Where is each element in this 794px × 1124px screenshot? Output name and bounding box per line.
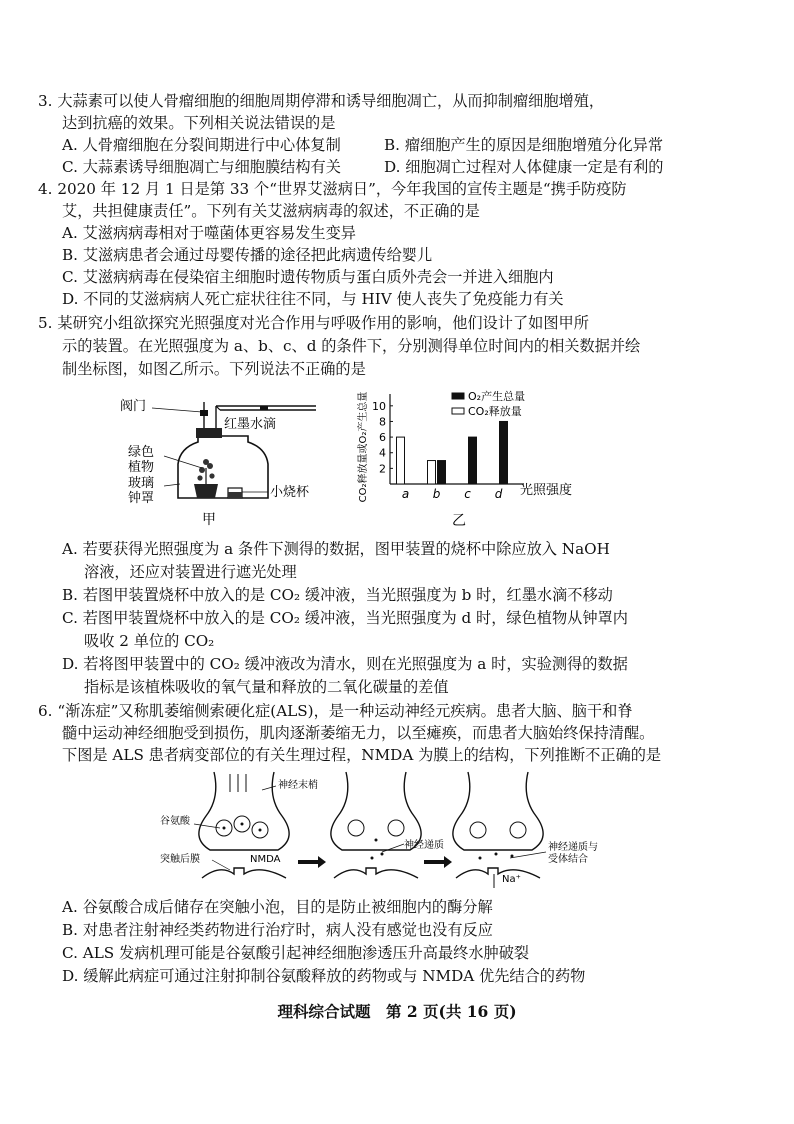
q6-stem-line1: 6. “渐冻症”又称肌萎缩侧索硬化症(ALS)，是一种运动神经元疾病。患者大脑、脑干和脊 (38, 702, 633, 720)
q3-option-c: C. 大蒜素诱导细胞凋亡与细胞膜结构有关 (62, 158, 341, 176)
q5-stem-line1: 5. 某研究小组欲探究光照强度对光合作用与呼吸作用的影响，他们设计了如图甲所 (38, 314, 589, 332)
label-transmitter: 神经递质 (404, 840, 444, 851)
q6-stem-line3: 下图是 ALS 患者病变部位的有关生理过程，NMDA 为膜上的结构，下列推断不正确的是 (62, 746, 662, 764)
chart-y-tick-label: 10 (372, 399, 386, 413)
label-bell-jar-line1: 玻璃 (128, 476, 155, 491)
q3-option-a: A. 人骨瘤细胞在分裂间期进行中心体复制 (62, 136, 341, 154)
label-sodium-ion: Na⁺ (502, 874, 521, 885)
q3-option-d: D. 细胞凋亡过程对人体健康一定是有利的 (384, 158, 664, 176)
chart-x-tick-label: c (464, 487, 471, 501)
label-binding-line1: 神经递质与 (548, 842, 598, 853)
chart-y-axis-label (356, 392, 369, 503)
chart-legend-swatch (452, 408, 464, 414)
label-nmda: NMDA (250, 854, 281, 865)
chart-bar-o2-c (469, 437, 477, 484)
q5-option-d-line1: D. 若将图甲装置中的 CO₂ 缓冲液改为清水，则在光照强度为 a 时，实验测得的数据 (62, 655, 628, 673)
label-postsynaptic-membrane: 突触后膜 (160, 854, 200, 865)
q4-option-d: D. 不同的艾滋病病人死亡症状往往不同，与 HIV 使人丧失了免疫能力有关 (62, 290, 564, 308)
label-valve: 阀门 (120, 399, 147, 414)
figure-yi-caption: 乙 (452, 513, 466, 529)
q5-option-c-line1: C. 若图甲装置烧杯中放入的是 CO₂ 缓冲液，当光照强度为 d 时，绿色植物从钟罩内 (62, 609, 628, 627)
q4-option-a: A. 艾滋病病毒相对于噬菌体更容易发生变异 (62, 224, 356, 242)
label-plant-line1: 绿色 (128, 445, 155, 460)
q4-option-b: B. 艾滋病患者会通过母婴传播的途径把此病遗传给婴儿 (62, 246, 433, 264)
chart-x-tick-label: d (494, 487, 503, 501)
q6-stem-line2: 髓中运动神经细胞受到损伤，肌肉逐渐萎缩无力，以至瘫痪，而患者大脑始终保持清醒。 (62, 724, 655, 742)
q5-option-b: B. 若图甲装置烧杯中放入的是 CO₂ 缓冲液，当光照强度为 b 时，红墨水滴不移动 (62, 586, 613, 604)
figure-yi-bar-chart (352, 388, 592, 530)
chart-y-tick-label: 8 (379, 415, 386, 429)
chart-bar-o2-d (500, 421, 508, 484)
label-plant-line2: 植物 (128, 460, 155, 475)
label-glutamate: 谷氨酸 (160, 816, 190, 827)
page-footer: 理科综合试题 第 2 页(共 16 页) (277, 1002, 517, 1021)
chart-x-tick-label: b (432, 487, 441, 501)
label-ink-drop: 红墨水滴 (224, 417, 277, 432)
chart-y-tick-label: 2 (379, 462, 386, 476)
chart-bar-o2-b (438, 461, 446, 484)
q4-option-c: C. 艾滋病病毒在侵染宿主细胞时遗传物质与蛋白质外壳会一并进入细胞内 (62, 268, 554, 286)
q3-stem-line1: 3. 大蒜素可以使人骨瘤细胞的细胞周期停滞和诱导细胞凋亡，从而抑制瘤细胞增殖， (38, 92, 605, 110)
q6-option-d: D. 缓解此病症可通过注射抑制谷氨酸释放的药物或与 NMDA 优先结合的药物 (62, 967, 586, 985)
chart-y-label-text: CO₂释放量或O₂产生总量 (358, 391, 369, 503)
figure-synapse (150, 768, 650, 892)
q5-option-d-line2: 指标是该植株吸收的氧气量和释放的二氧化碳量的差值 (84, 678, 449, 696)
chart-legend-label: CO₂释放量 (468, 405, 522, 418)
chart-legend-label: O₂产生总量 (468, 390, 526, 403)
q3-stem-line2: 达到抗癌的效果。下列相关说法错误的是 (62, 114, 336, 132)
q4-stem-line1: 4. 2020 年 12 月 1 日是第 33 个“世界艾滋病日”，今年我国的宣传主题是“携手防疫防 (38, 180, 627, 198)
q5-option-a-line1: A. 若要获得光照强度为 a 条件下测得的数据，图甲装置的烧杯中除应放入 NaOH (62, 540, 610, 558)
chart-x-axis-label: 光照强度 (520, 483, 573, 498)
chart-bar-co2-a (397, 437, 405, 484)
q5-option-a-line2: 溶液，还应对装置进行遮光处理 (84, 563, 297, 581)
figure-jia-apparatus (120, 392, 320, 532)
chart-x-tick-label: a (401, 487, 410, 501)
q6-option-b: B. 对患者注射神经类药物进行治疗时，病人没有感觉也没有反应 (62, 921, 493, 939)
chart-legend-swatch (452, 393, 464, 399)
q6-option-c: C. ALS 发病机理可能是谷氨酸引起神经细胞渗透压升高最终水肿破裂 (62, 944, 530, 962)
q4-stem-line2: 艾，共担健康责任”。下列有关艾滋病病毒的叙述，不正确的是 (62, 202, 480, 220)
chart-y-tick-label: 4 (379, 446, 386, 460)
chart-bar-co2-b (428, 461, 436, 484)
figure-jia-caption: 甲 (202, 512, 216, 528)
label-nerve-terminal: 神经末梢 (278, 780, 318, 791)
label-beaker: 小烧杯 (270, 485, 310, 500)
label-binding-line2: 受体结合 (548, 854, 588, 865)
q5-stem-line3: 制坐标图，如图乙所示。下列说法不正确的是 (62, 360, 366, 378)
q5-stem-line2: 示的装置。在光照强度为 a、b、c、d 的条件下，分别测得单位时间内的相关数据并绘 (62, 337, 641, 355)
label-bell-jar-line2: 钟罩 (128, 491, 155, 506)
q3-option-b: B. 瘤细胞产生的原因是细胞增殖分化异常 (384, 136, 664, 154)
q6-option-a: A. 谷氨酸合成后储存在突触小泡，目的是防止被细胞内的酶分解 (62, 898, 493, 916)
q5-option-c-line2: 吸收 2 单位的 CO₂ (84, 632, 215, 650)
chart-y-tick-label: 6 (379, 431, 386, 445)
ink-drop (260, 406, 268, 410)
